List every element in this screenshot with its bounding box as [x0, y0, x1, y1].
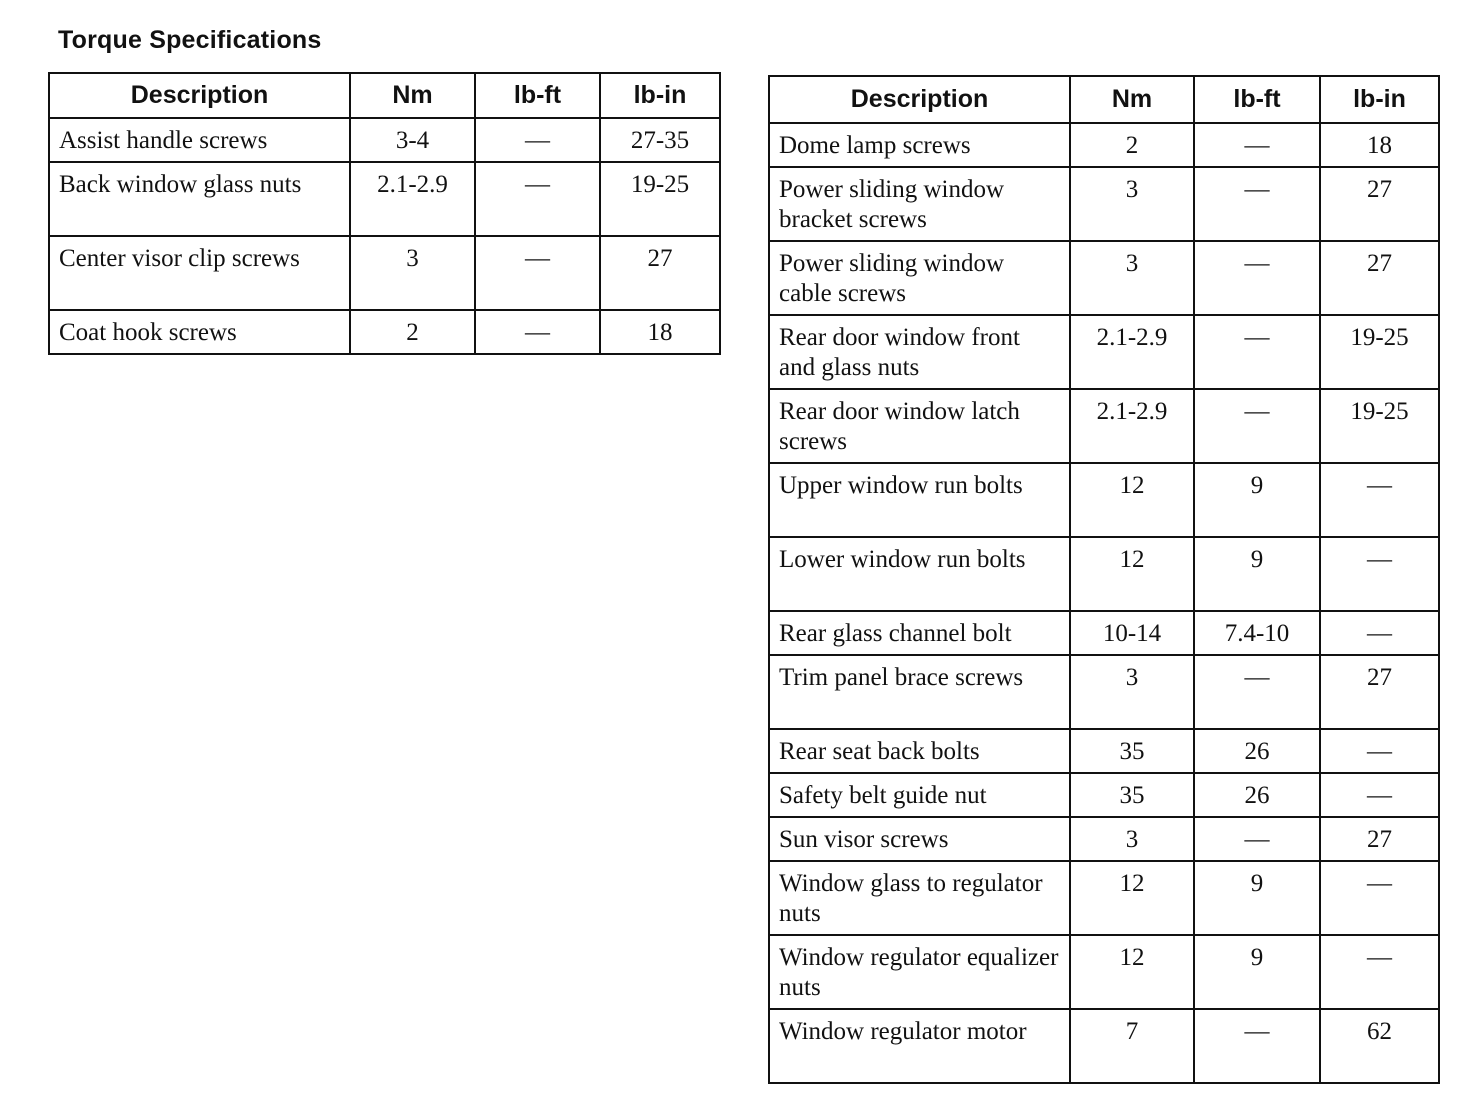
- nm-cell: 7: [1070, 1009, 1194, 1083]
- lb-ft-cell: —: [1194, 655, 1320, 729]
- header-description: Description: [769, 76, 1070, 123]
- table-row: [769, 1009, 1439, 1083]
- lb-in-cell: 19-25: [600, 162, 720, 236]
- torque-table-right: [768, 75, 1440, 1084]
- nm-cell: 2.1-2.9: [1070, 315, 1194, 389]
- nm-cell: 3: [1070, 167, 1194, 241]
- description-cell: Power sliding window bracket screws: [769, 167, 1070, 241]
- page-title: Torque Specifications: [58, 26, 322, 54]
- torque-table-left: [48, 72, 721, 355]
- description-cell: Upper window run bolts: [769, 463, 1070, 537]
- table-row: [769, 315, 1439, 389]
- nm-cell: 3: [350, 236, 475, 310]
- lb-ft-cell: —: [1194, 241, 1320, 315]
- nm-cell: 2.1-2.9: [350, 162, 475, 236]
- table-row: [769, 817, 1439, 861]
- lb-in-cell: —: [1320, 611, 1439, 655]
- description-cell: Safety belt guide nut: [769, 773, 1070, 817]
- description-cell: Trim panel brace screws: [769, 655, 1070, 729]
- table-row: [769, 537, 1439, 611]
- lb-ft-cell: 9: [1194, 537, 1320, 611]
- lb-in-cell: 27: [1320, 241, 1439, 315]
- table-row: [49, 236, 720, 310]
- lb-in-cell: —: [1320, 463, 1439, 537]
- lb-ft-cell: 26: [1194, 773, 1320, 817]
- description-cell: Coat hook screws: [49, 310, 350, 354]
- nm-cell: 2.1-2.9: [1070, 389, 1194, 463]
- lb-ft-cell: 26: [1194, 729, 1320, 773]
- header-nm: Nm: [1070, 76, 1194, 123]
- lb-ft-cell: —: [475, 162, 600, 236]
- description-cell: Lower window run bolts: [769, 537, 1070, 611]
- table-row: [49, 118, 720, 162]
- table-row: [49, 310, 720, 354]
- header-lb-ft: lb-ft: [475, 73, 600, 118]
- nm-cell: 35: [1070, 773, 1194, 817]
- description-cell: Back window glass nuts: [49, 162, 350, 236]
- nm-cell: 35: [1070, 729, 1194, 773]
- lb-ft-cell: —: [1194, 167, 1320, 241]
- nm-cell: 12: [1070, 935, 1194, 1009]
- lb-ft-cell: —: [475, 236, 600, 310]
- lb-in-cell: 27: [600, 236, 720, 310]
- description-cell: Window regulator motor: [769, 1009, 1070, 1083]
- description-cell: Sun visor screws: [769, 817, 1070, 861]
- lb-in-cell: —: [1320, 935, 1439, 1009]
- lb-ft-cell: 9: [1194, 935, 1320, 1009]
- header-nm: Nm: [350, 73, 475, 118]
- description-cell: Power sliding window cable screws: [769, 241, 1070, 315]
- description-cell: Rear door window front and glass nuts: [769, 315, 1070, 389]
- table-row: [769, 729, 1439, 773]
- lb-ft-cell: —: [1194, 389, 1320, 463]
- lb-in-cell: 19-25: [1320, 389, 1439, 463]
- lb-ft-cell: —: [1194, 817, 1320, 861]
- description-cell: Window glass to regulator nuts: [769, 861, 1070, 935]
- description-cell: Dome lamp screws: [769, 123, 1070, 167]
- lb-in-cell: —: [1320, 537, 1439, 611]
- description-cell: Rear glass channel bolt: [769, 611, 1070, 655]
- header-lb-ft: lb-ft: [1194, 76, 1320, 123]
- table-row: [769, 167, 1439, 241]
- lb-in-cell: 27-35: [600, 118, 720, 162]
- nm-cell: 12: [1070, 463, 1194, 537]
- table-row: [769, 389, 1439, 463]
- lb-ft-cell: —: [475, 310, 600, 354]
- nm-cell: 12: [1070, 537, 1194, 611]
- header-row: [769, 76, 1439, 123]
- description-cell: Window regulator equalizer nuts: [769, 935, 1070, 1009]
- lb-in-cell: 62: [1320, 1009, 1439, 1083]
- header-lb-in: lb-in: [1320, 76, 1439, 123]
- lb-in-cell: 27: [1320, 655, 1439, 729]
- lb-in-cell: 18: [1320, 123, 1439, 167]
- table-row: [769, 935, 1439, 1009]
- lb-ft-cell: 7.4-10: [1194, 611, 1320, 655]
- lb-ft-cell: —: [475, 118, 600, 162]
- lb-ft-cell: —: [1194, 123, 1320, 167]
- table-row: [769, 655, 1439, 729]
- nm-cell: 2: [350, 310, 475, 354]
- lb-ft-cell: —: [1194, 1009, 1320, 1083]
- nm-cell: 12: [1070, 861, 1194, 935]
- description-cell: Rear door window latch screws: [769, 389, 1070, 463]
- lb-in-cell: 18: [600, 310, 720, 354]
- nm-cell: 2: [1070, 123, 1194, 167]
- nm-cell: 3: [1070, 655, 1194, 729]
- header-lb-in: lb-in: [600, 73, 720, 118]
- description-cell: Center visor clip screws: [49, 236, 350, 310]
- lb-ft-cell: 9: [1194, 463, 1320, 537]
- description-cell: Assist handle screws: [49, 118, 350, 162]
- table-row: [769, 463, 1439, 537]
- lb-in-cell: 27: [1320, 167, 1439, 241]
- header-description: Description: [49, 73, 350, 118]
- lb-in-cell: —: [1320, 773, 1439, 817]
- table-row: [769, 773, 1439, 817]
- table-row: [769, 611, 1439, 655]
- lb-in-cell: 27: [1320, 817, 1439, 861]
- lb-in-cell: —: [1320, 861, 1439, 935]
- description-cell: Rear seat back bolts: [769, 729, 1070, 773]
- lb-ft-cell: 9: [1194, 861, 1320, 935]
- table-row: [769, 241, 1439, 315]
- nm-cell: 3-4: [350, 118, 475, 162]
- nm-cell: 10-14: [1070, 611, 1194, 655]
- header-row: [49, 73, 720, 118]
- table-row: [49, 162, 720, 236]
- table-row: [769, 123, 1439, 167]
- nm-cell: 3: [1070, 241, 1194, 315]
- lb-in-cell: —: [1320, 729, 1439, 773]
- lb-ft-cell: —: [1194, 315, 1320, 389]
- lb-in-cell: 19-25: [1320, 315, 1439, 389]
- table-row: [769, 861, 1439, 935]
- nm-cell: 3: [1070, 817, 1194, 861]
